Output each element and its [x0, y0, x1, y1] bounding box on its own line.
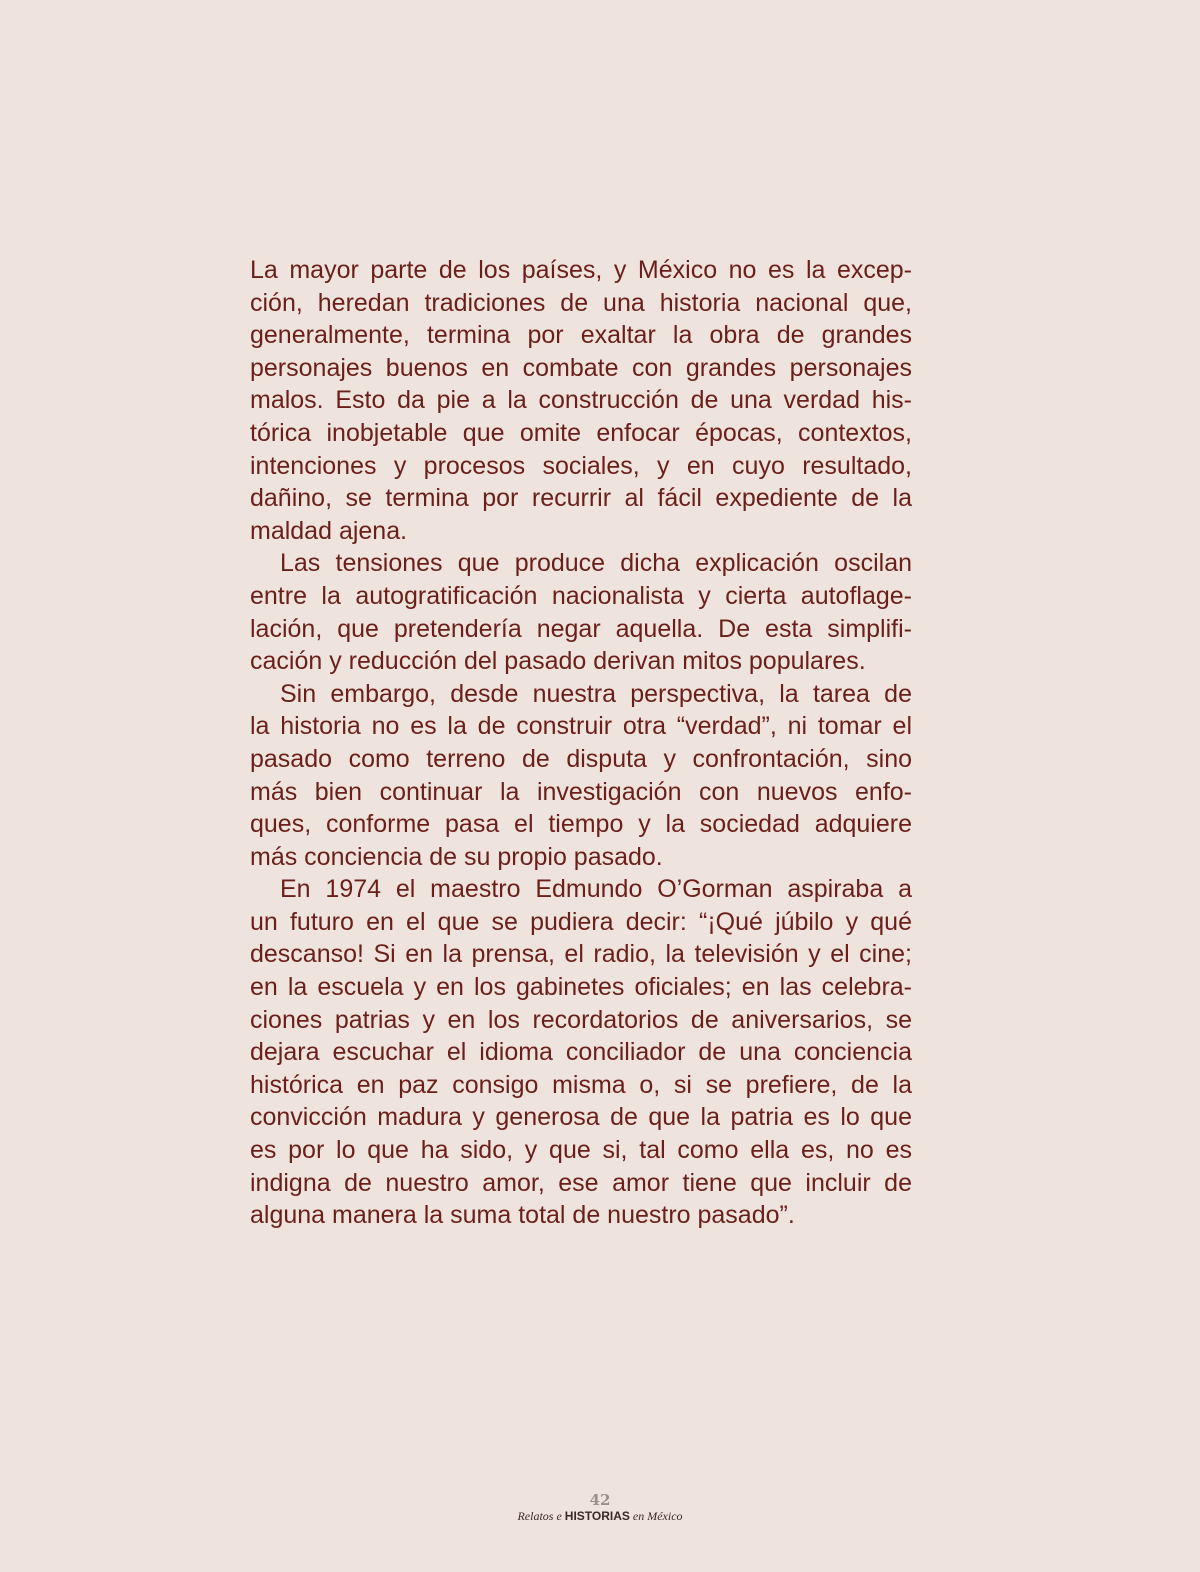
text-line: En 1974 el maestro Edmundo O’Gorman aspiraba a	[280, 875, 912, 904]
text-line: un futuro en el que se pudiera decir: “¡Qué júbilo y qué	[250, 907, 912, 936]
text-line: es por lo que ha sido, y que si, tal como ella es, no es	[250, 1136, 912, 1165]
text-line: personajes buenos en combate con grandes personajes	[250, 353, 912, 382]
text-line: dañino, se termina por recurrir al fácil expediente de la	[250, 484, 912, 513]
text-line: descanso! Si en la prensa, el radio, la televisión y el cine;	[250, 940, 912, 969]
text-line: pasado como terreno de disputa y confrontación, sino	[250, 744, 912, 773]
text-line: en la escuela y en los gabinetes oficiales; en las celebra-	[250, 973, 912, 1002]
text-line: ciones patrias y en los recordatorios de aniversarios, se	[250, 1005, 912, 1034]
text-line: histórica en paz consigo misma o, si se prefiere, de la	[250, 1070, 912, 1099]
text-line: entre la autogratificación nacionalista y cierta autoflage-	[250, 581, 912, 610]
paragraph-3	[250, 678, 912, 874]
text-line: maldad ajena.	[250, 516, 408, 545]
text-line: generalmente, termina por exaltar la obra de grandes	[250, 321, 912, 350]
page-number: 42	[589, 1491, 611, 1509]
text-line: la historia no es la de construir otra “verdad”, ni tomar el	[250, 712, 912, 741]
text-line: Sin embargo, desde nuestra perspectiva, la tarea de	[280, 679, 912, 708]
text-line: alguna manera la suma total de nuestro pasado”.	[250, 1201, 795, 1230]
text-line: tórica inobjetable que omite enfocar épocas, contextos,	[250, 418, 912, 447]
text-line: ción, heredan tradiciones de una historia nacional que,	[250, 288, 912, 317]
publication-title	[0, 1509, 1200, 1524]
text-line: intenciones y procesos sociales, y en cuyo resultado,	[250, 451, 912, 480]
body-text	[250, 254, 912, 1232]
text-line: más conciencia de su propio pasado.	[250, 842, 663, 871]
paragraph-1	[250, 254, 912, 547]
publication-suffix: en México	[632, 1509, 683, 1523]
text-line: indigna de nuestro amor, ese amor tiene que incluir de	[250, 1168, 912, 1197]
text-line: Las tensiones que produce dicha explicación oscilan	[280, 549, 912, 578]
publication-highlight: HISTORIAS	[564, 1509, 630, 1523]
text-line: dejara escuchar el idioma conciliador de una conciencia	[250, 1038, 912, 1067]
text-line: cación y reducción del pasado derivan mitos populares.	[250, 647, 866, 676]
text-line: La mayor parte de los países, y México no es la excep-	[250, 256, 912, 284]
text-line: lación, que pretendería negar aquella. De esta simplifi-	[250, 614, 912, 643]
text-line: ques, conforme pasa el tiempo y la sociedad adquiere	[250, 810, 912, 839]
paragraph-2	[250, 547, 912, 677]
text-line: malos. Esto da pie a la construcción de una verdad his-	[250, 386, 912, 415]
text-line: convicción madura y generosa de que la patria es lo que	[250, 1103, 912, 1132]
paragraph-4	[250, 873, 912, 1232]
text-line: más bien continuar la investigación con nuevos enfo-	[250, 777, 912, 806]
publication-prefix: Relatos e	[517, 1509, 562, 1523]
